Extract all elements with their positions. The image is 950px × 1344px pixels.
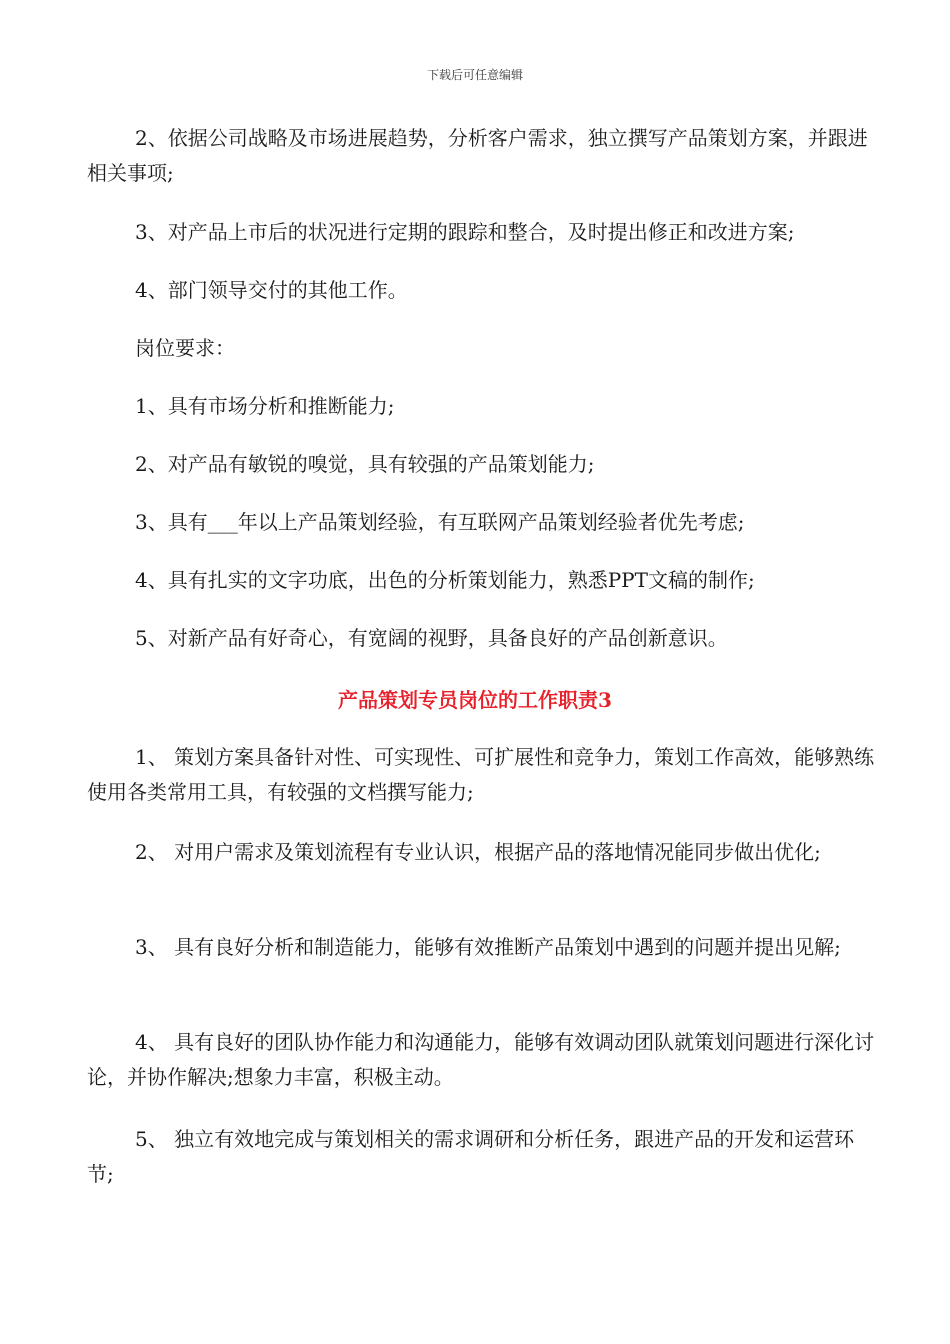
- requirement-item-2: 2、对产品有敏锐的嗅觉，具有较强的产品策划能力;: [135, 452, 595, 476]
- requirement-item-1: 1、具有市场分析和推断能力;: [135, 394, 395, 418]
- requirement-item-4: 4、具有扎实的文字功底，出色的分析策划能力，熟悉PPT文稿的制作;: [135, 568, 755, 592]
- requirement-item-5: 5、对新产品有好奇心，有宽阔的视野，具备良好的产品创新意识。: [135, 626, 728, 650]
- duty-item-2: 2、依据公司战略及市场进展趋势，分析客户需求，独立撰写产品策划方案，并跟进相关事项;: [87, 126, 868, 185]
- responsibility-item-2: 2、 对用户需求及策划流程有专业认识，根据产品的落地情况能同步做出优化;: [135, 840, 821, 864]
- responsibility-item-5: 5、 独立有效地完成与策划相关的需求调研和分析任务，跟进产品的开发和运营环节;: [87, 1127, 855, 1186]
- responsibility-item-1: 1、 策划方案具备针对性、可实现性、可扩展性和竞争力，策划工作高效，能够熟练使用各类常用工具，有较强的文档撰写能力;: [87, 745, 875, 804]
- section-title: 产品策划专员岗位的工作职责3: [338, 688, 612, 712]
- duty-item-3: 3、对产品上市后的状况进行定期的跟踪和整合，及时提出修正和改进方案;: [135, 220, 795, 244]
- duty-item-4: 4、部门领导交付的其他工作。: [135, 278, 408, 302]
- responsibility-item-4: 4、 具有良好的团队协作能力和沟通能力，能够有效调动团队就策划问题进行深化讨论，并协作解决;想象力丰富，积极主动。: [87, 1030, 875, 1089]
- page-header-note: 下载后可任意编辑: [426, 68, 523, 82]
- responsibility-item-3: 3、 具有良好分析和制造能力，能够有效推断产品策划中遇到的问题并提出见解;: [135, 935, 841, 959]
- requirements-heading: 岗位要求：: [135, 336, 235, 360]
- requirement-item-3: 3、具有___年以上产品策划经验，有互联网产品策划经验者优先考虑;: [135, 510, 745, 534]
